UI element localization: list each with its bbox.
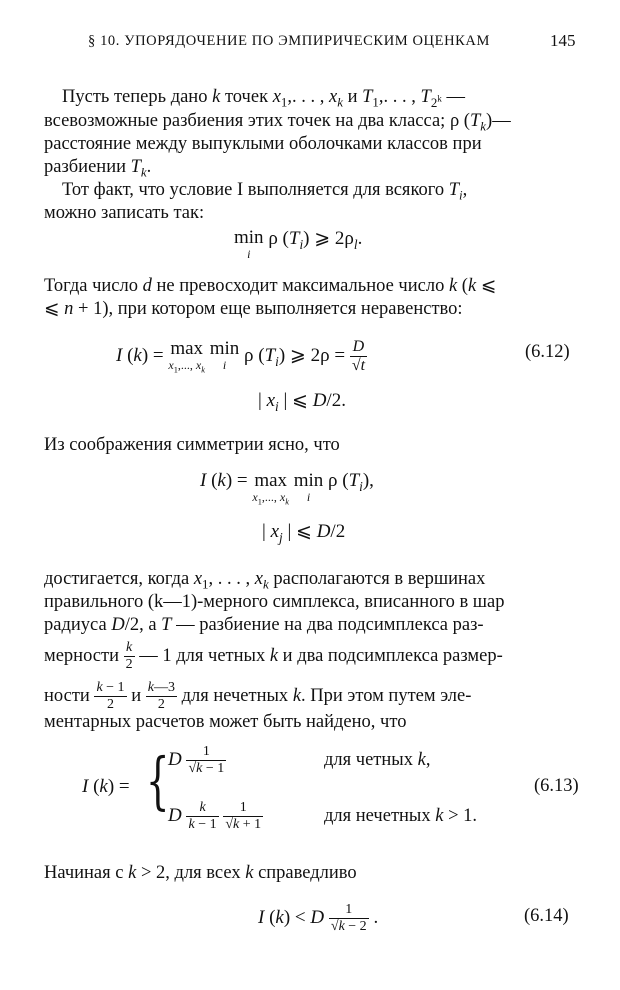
equation-symmetry: I (k) = max $x_1$,..., $x_k$ min i ρ $(T_i)$, bbox=[200, 470, 374, 507]
equation-6-13-case-odd: D $\frac{k}{k - 1}$ $\frac{1}{√k + 1}$ bbox=[168, 800, 262, 832]
paragraph-line: всевозможные разбиения этих точек на два класса; ρ $(T_k)—$ bbox=[44, 111, 511, 134]
equation-6-13-lhs: I (k) = bbox=[82, 776, 130, 797]
paragraph-line: ности $\frac{k - 1}{2}$ и $\frac{k—3}{2}$ для нечетных k. При этом путем эле- bbox=[44, 680, 472, 712]
equation-constraint: | $x_i$ | ⩽ D/2. bbox=[258, 390, 346, 414]
paragraph-line: достигается, когда $x_1$, . . . , $x_k$ располагаются в вершинах bbox=[44, 569, 486, 592]
equation-number: (6.14) bbox=[524, 906, 569, 926]
paragraph-line: можно записать так: bbox=[44, 203, 205, 223]
equation-number: (6.12) bbox=[525, 342, 570, 362]
equation-min-rho: min i ρ $(T_i)$ ⩾ $2\rho_l$. bbox=[234, 227, 363, 261]
paragraph-line: расстояние между выпуклыми оболочками классов при bbox=[44, 134, 482, 154]
page-number: 145 bbox=[550, 31, 576, 50]
paragraph-line: Начиная с k > 2, для всех k справедливо bbox=[44, 863, 357, 883]
equation-6-12: I (k) = max $x_1$,..., $x_k$ min i ρ $(T_i)$ ⩾ 2ρ = $\frac{D}{√t}$ bbox=[116, 338, 366, 375]
equation-6-14: I (k) < D $\frac{1}{√k - 2}$ . bbox=[258, 902, 379, 934]
paragraph-line: разбиении $T_k$. bbox=[44, 157, 152, 180]
paragraph-line: Пусть теперь дано k точек $x_1$,. . . , $x_k$ и $T_1$,. . . , $T_{2^k}$ — bbox=[62, 87, 465, 110]
equation-6-13-case-even: D $\frac{1}{√k - 1}$ bbox=[168, 744, 225, 776]
left-brace: { bbox=[145, 744, 170, 817]
running-header: § 10. УПОРЯДОЧЕНИЕ ПО ЭМПИРИЧЕСКИМ ОЦЕНКАМ bbox=[88, 33, 490, 49]
paragraph-line: Тогда число d не превосходит максимальное число k (k ⩽ bbox=[44, 276, 497, 296]
case-label-even: для четных k, bbox=[324, 750, 431, 770]
paragraph-line: ментарных расчетов может быть найдено, что bbox=[44, 712, 407, 732]
paragraph-line: правильного (k—1)-мерного симплекса, вписанного в шар bbox=[44, 592, 505, 612]
paragraph-line: Тот факт, что условие I выполняется для всякого $T_i$, bbox=[62, 180, 468, 203]
case-label-odd: для нечетных k > 1. bbox=[324, 806, 478, 826]
paragraph-line: мерности $\frac{k}{2}$ — 1 для четных k и два подсимплекса размер- bbox=[44, 640, 503, 672]
equation-constraint: | $x_j$ | ⩽ D/2 bbox=[262, 521, 346, 545]
paragraph-line: ⩽ n + 1), при котором еще выполняется неравенство: bbox=[44, 299, 463, 319]
paragraph-line: радиуса D/2, а T — разбиение на два подсимплекса раз- bbox=[44, 615, 484, 635]
paragraph-line: Из соображения симметрии ясно, что bbox=[44, 435, 340, 455]
equation-number: (6.13) bbox=[534, 776, 579, 796]
